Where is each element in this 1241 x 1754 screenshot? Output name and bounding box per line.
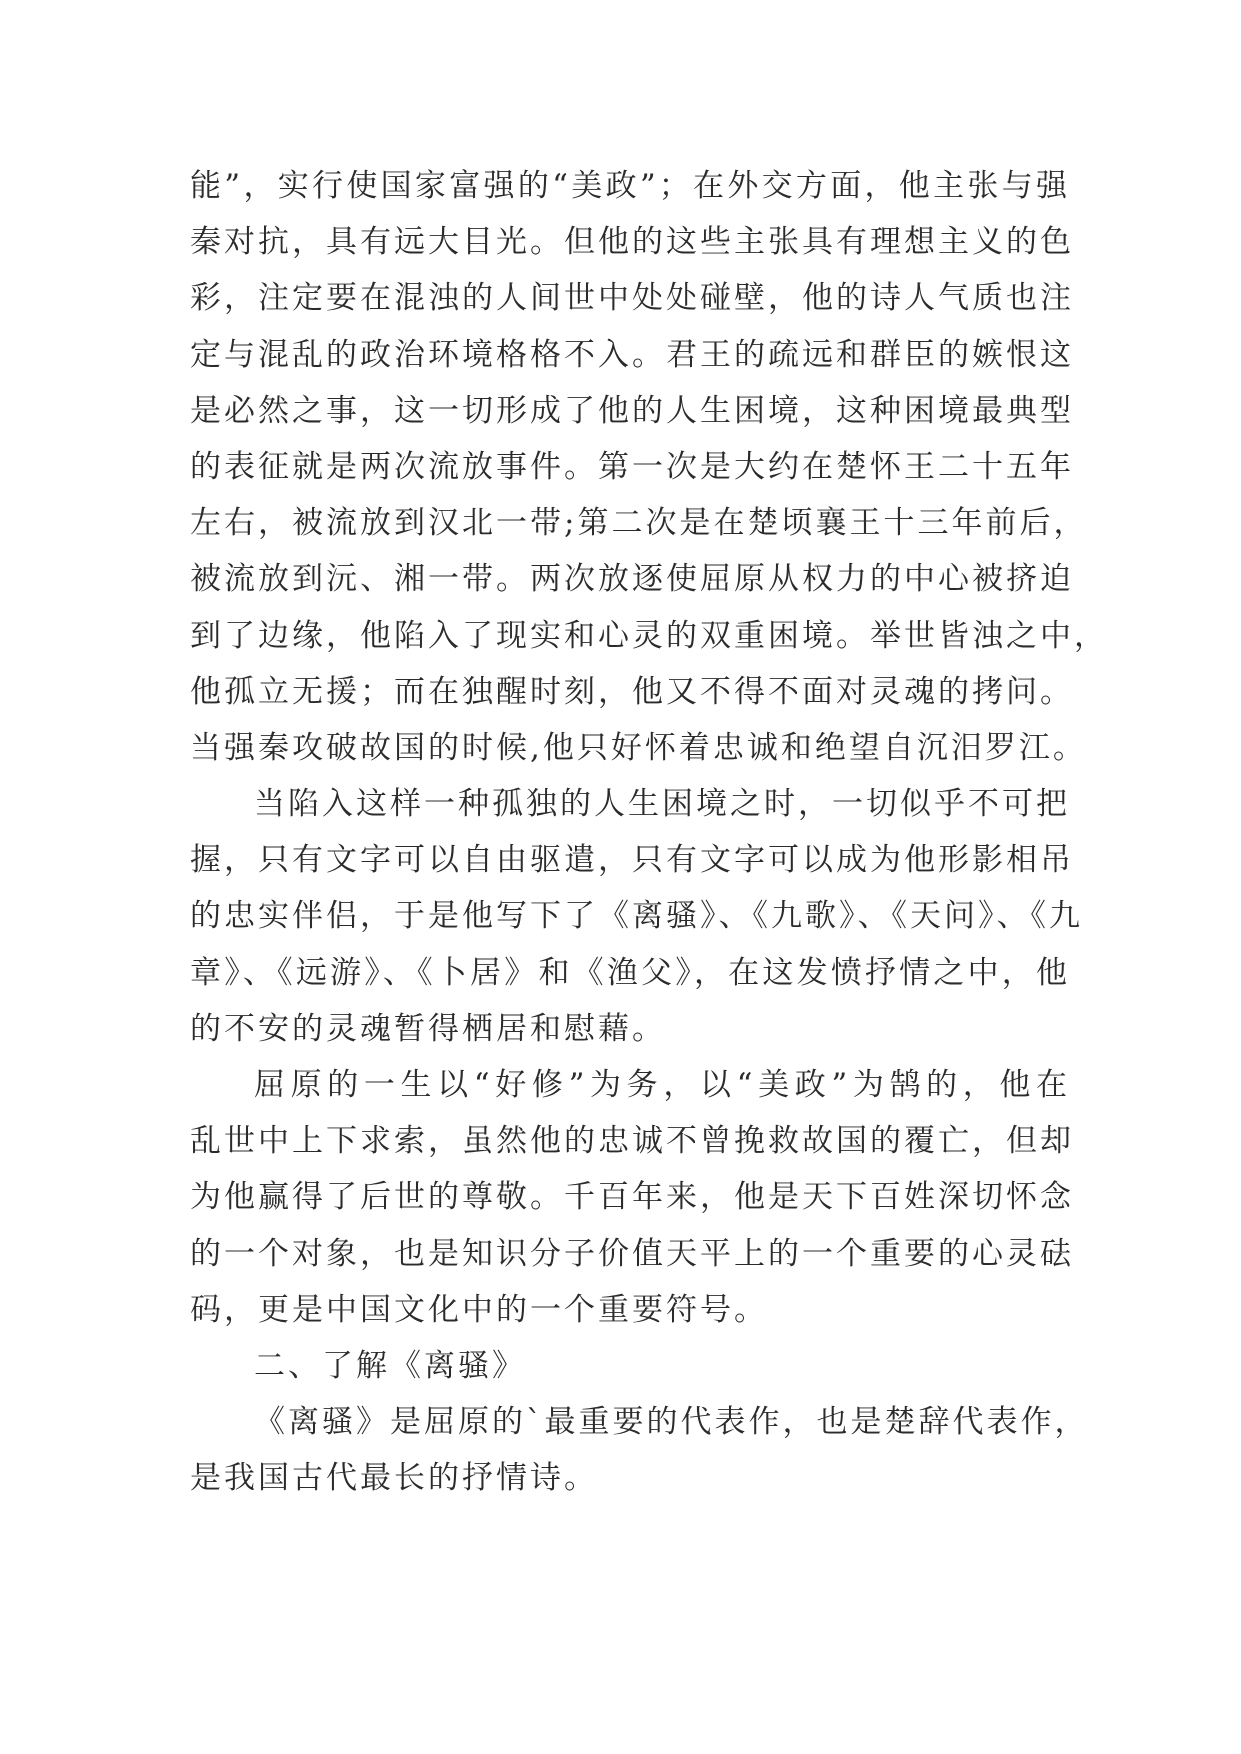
document-body <box>190 158 1108 1507</box>
text-line: 屈原的一生以“好修”为务，以“美政”为鹄的，他在 <box>254 1067 1070 1103</box>
text-line: 秦对抗，具有远大目光。但他的这些主张具有理想主义的色 <box>190 224 1074 261</box>
text-line: 乱世中上下求索，虽然他的忠诚不曾挽救故国的覆亡，但却 <box>190 1123 1074 1160</box>
text-line: 定与混乱的政治环境格格不入。君王的疏远和群臣的嫉恨这 <box>190 336 1074 373</box>
text-line: 被流放到沅、湘一带。两次放逐使屈原从权力的中心被挤迫 <box>190 561 1074 598</box>
text-line: 是必然之事，这一切形成了他的人生困境，这种困境最典型 <box>190 392 1074 429</box>
text-line: 是我国古代最长的抒情诗。 <box>190 1460 598 1497</box>
text-line: 左右，被流放到汉北一带;第二次是在楚顷襄王十三年前后， <box>190 505 1088 542</box>
text-line: 为他赢得了后世的尊敬。千百年来，他是天下百姓深切怀念 <box>190 1179 1074 1216</box>
text-line: 他孤立无援；而在独醒时刻，他又不得不面对灵魂的拷问。 <box>190 673 1074 710</box>
text-line: 二、了解《离骚》 <box>254 1347 526 1384</box>
text-line: 的表征就是两次流放事件。第一次是大约在楚怀王二十五年 <box>190 448 1074 485</box>
text-line: 《离骚》是屈原的`最重要的代表作，也是楚辞代表作， <box>254 1404 1089 1441</box>
text-line: 握，只有文字可以自由驱遣，只有文字可以成为他形影相吊 <box>190 842 1074 879</box>
text-line: 的忠实伴侣，于是他写下了《离骚》、《九歌》、《天问》、《九 <box>190 898 1083 935</box>
text-line: 彩，注定要在混浊的人间世中处处碰壁，他的诗人气质也注 <box>190 280 1074 317</box>
text-line: 当陷入这样一种孤独的人生困境之时，一切似乎不可把 <box>254 786 1070 823</box>
text-line: 章》、《远游》、《卜居》和《渔父》，在这发愤抒情之中，他 <box>190 954 1070 991</box>
text-line: 当强秦攻破故国的时候,他只好怀着忠诚和绝望自沉汨罗江。 <box>190 729 1087 766</box>
text-line: 码，更是中国文化中的一个重要符号。 <box>190 1291 768 1328</box>
text-line: 到了边缘，他陷入了现实和心灵的双重困境。举世皆浊之中， <box>190 617 1108 654</box>
text-line: 能”，实行使国家富强的“美政”；在外交方面，他主张与强 <box>190 168 1070 204</box>
text-line: 的一个对象，也是知识分子价值天平上的一个重要的心灵砝 <box>190 1235 1074 1272</box>
text-line: 的不安的灵魂暂得栖居和慰藉。 <box>190 1010 666 1047</box>
